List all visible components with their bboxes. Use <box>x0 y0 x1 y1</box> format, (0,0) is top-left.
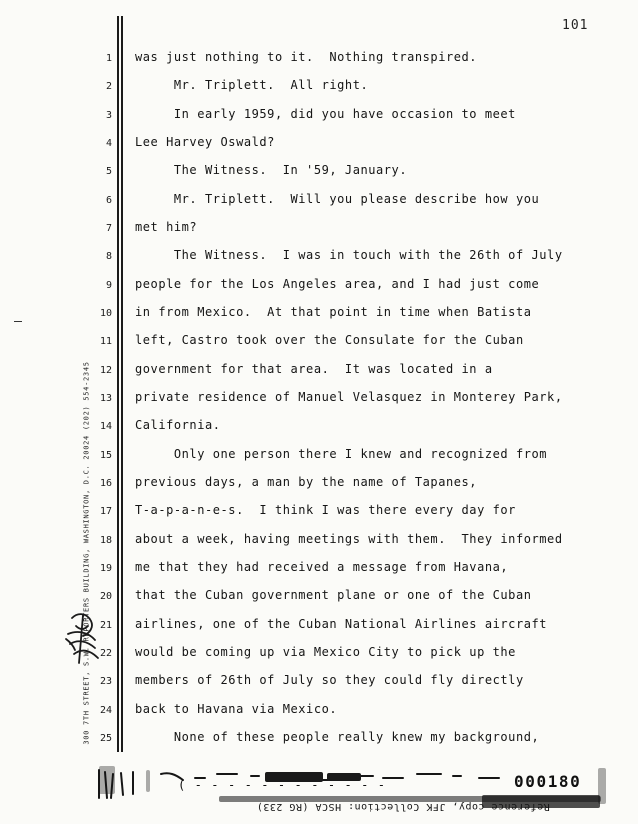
reference-copy-text: Reference copy, JFK Collection: HSCA (RG 233) <box>256 801 550 813</box>
smudge-mark <box>598 768 606 804</box>
side-mark <box>14 321 22 322</box>
transcript-line: previous days, a man by the name of Tapanes, <box>135 475 478 489</box>
line-number: 15 <box>99 450 112 461</box>
line-number: 18 <box>99 535 112 546</box>
transcript-line: Mr. Triplett. All right. <box>135 78 369 92</box>
transcript-line: back to Havana via Mexico. <box>135 702 338 716</box>
line-number: 20 <box>99 591 112 602</box>
line-number: 8 <box>105 251 112 262</box>
transcript-line: me that they had received a message from Havana, <box>135 560 509 574</box>
line-number: 11 <box>99 336 112 347</box>
ink-stamp-icon <box>60 608 104 668</box>
line-number: 16 <box>99 478 112 489</box>
transcript-line: Mr. Triplett. Will you please describe how you <box>135 192 540 206</box>
line-number: 6 <box>105 195 112 206</box>
line-number: 25 <box>99 733 112 744</box>
line-number: 5 <box>105 166 112 177</box>
transcript-line: T-a-p-a-n-e-s. I think I was there every day for <box>135 503 516 517</box>
transcript-line: in from Mexico. At that point in time when Batista <box>135 305 532 319</box>
transcript-line: members of 26th of July so they could fly directly <box>135 673 524 687</box>
transcript-line: was just nothing to it. Nothing transpired. <box>135 50 478 64</box>
line-number: 4 <box>105 138 112 149</box>
reference-copy-footer <box>196 800 610 814</box>
left-margin-rule-secondary <box>121 16 123 752</box>
reporter-address-note <box>79 361 95 745</box>
transcript-line: people for the Los Angeles area, and I had just come <box>135 277 540 291</box>
transcript-line: met him? <box>135 220 198 234</box>
line-number: 13 <box>99 393 112 404</box>
transcript-line: that the Cuban government plane or one of the Cuban <box>135 588 532 602</box>
line-number: 10 <box>99 308 112 319</box>
transcript-line: airlines, one of the Cuban National Airlines aircraft <box>135 617 548 631</box>
line-number: 21 <box>99 620 112 631</box>
transcript-line: California. <box>135 418 221 432</box>
transcript-line: would be coming up via Mexico City to pick up the <box>135 645 516 659</box>
line-number: 14 <box>99 421 112 432</box>
smudge-mark <box>146 770 150 792</box>
reporter-address-note-text: 300 7TH STREET, S.W. REPORTERS BUILDING, WASHINGTON, D.C. 20024 (202) 554-2345 <box>83 361 92 745</box>
transcript-line: about a week, having meetings with them. They informed <box>135 532 563 546</box>
line-number: 1 <box>105 53 112 64</box>
line-number: 22 <box>99 648 112 659</box>
page-number: 101 <box>562 18 589 33</box>
bottom-artifact-text: ( - - - - - - - - - - - - <box>178 778 387 792</box>
line-number: 24 <box>99 705 112 716</box>
line-number: 3 <box>105 110 112 121</box>
line-number: 2 <box>105 81 112 92</box>
line-number: 9 <box>105 280 112 291</box>
transcript-line: In early 1959, did you have occasion to meet <box>135 107 516 121</box>
transcript-line: government for that area. It was located in a <box>135 362 493 376</box>
transcript-line: The Witness. In '59, January. <box>135 163 408 177</box>
line-number: 23 <box>99 676 112 687</box>
transcript-line: left, Castro took over the Consulate for the Cuban <box>135 333 524 347</box>
line-number: 19 <box>99 563 112 574</box>
transcript-line: The Witness. I was in touch with the 26th of July <box>135 248 563 262</box>
transcript-line: Lee Harvey Oswald? <box>135 135 275 149</box>
line-number: 7 <box>105 223 112 234</box>
line-number: 12 <box>99 365 112 376</box>
transcript-line: Only one person there I knew and recognized from <box>135 447 548 461</box>
document-id: 000180 <box>514 772 582 791</box>
transcript-line: None of these people really knew my background, <box>135 730 540 744</box>
line-number: 17 <box>99 506 112 517</box>
left-margin-rule <box>117 16 119 752</box>
transcript-line: private residence of Manuel Velasquez in Monterey Park, <box>135 390 563 404</box>
smudge-mark <box>99 766 115 794</box>
